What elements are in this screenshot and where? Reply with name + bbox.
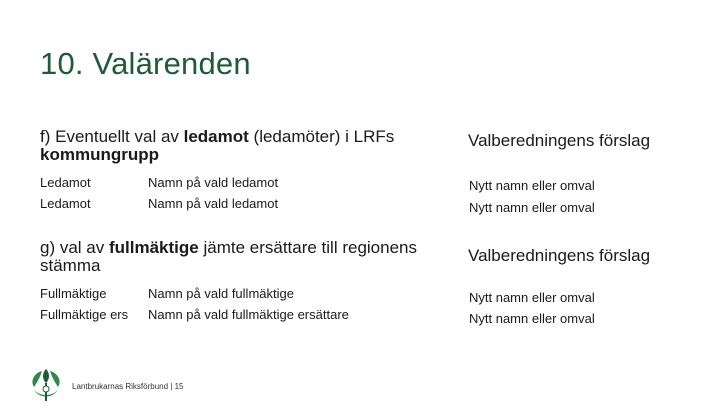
section-f-heading-bold1: ledamot bbox=[183, 127, 249, 146]
section-f-row-2-name: Namn på vald ledamot bbox=[148, 196, 279, 211]
section-g-heading-post: jämte ersättare till regionens stämma bbox=[40, 238, 418, 275]
footer-text: Lantbrukarnas Riksförbund | 15 bbox=[72, 382, 184, 391]
lrf-logo-icon bbox=[28, 367, 64, 408]
page-title: 10. Valärenden bbox=[40, 46, 251, 81]
section-g-heading-bold: fullmäktige bbox=[108, 238, 199, 257]
section-f-right-heading: Valberedningens förslag bbox=[468, 131, 651, 150]
section-f-row-2-role: Ledamot bbox=[40, 196, 91, 211]
section-g-right-heading: Valberedningens förslag bbox=[468, 246, 651, 265]
section-g-heading-pre: g) val av bbox=[40, 238, 109, 257]
section-g-row-2-status: Nytt namn eller omval bbox=[469, 311, 595, 326]
section-g-row-1-status: Nytt namn eller omval bbox=[469, 290, 595, 305]
section-f-row-1-role: Ledamot bbox=[40, 175, 91, 190]
section-f-heading-mid: (ledamöter) i LRFs bbox=[248, 127, 395, 146]
section-f-heading bbox=[40, 128, 420, 164]
section-f-heading-pre: f) Eventuellt val av bbox=[40, 127, 184, 146]
section-f-row-1-status: Nytt namn eller omval bbox=[469, 178, 595, 193]
section-g-heading bbox=[40, 239, 420, 275]
section-g-row-2-role: Fullmäktige ers bbox=[40, 307, 129, 322]
section-g-row-1-name: Namn på vald fullmäktige bbox=[148, 286, 294, 301]
section-f-heading-bold2: kommungrupp bbox=[40, 145, 159, 164]
section-f-row-2-status: Nytt namn eller omval bbox=[469, 200, 595, 215]
section-f-row-1-name: Namn på vald ledamot bbox=[148, 175, 279, 190]
section-g-row-1-role: Fullmäktige bbox=[40, 286, 107, 301]
section-g-row-2-name: Namn på vald fullmäktige ersättare bbox=[148, 307, 349, 322]
